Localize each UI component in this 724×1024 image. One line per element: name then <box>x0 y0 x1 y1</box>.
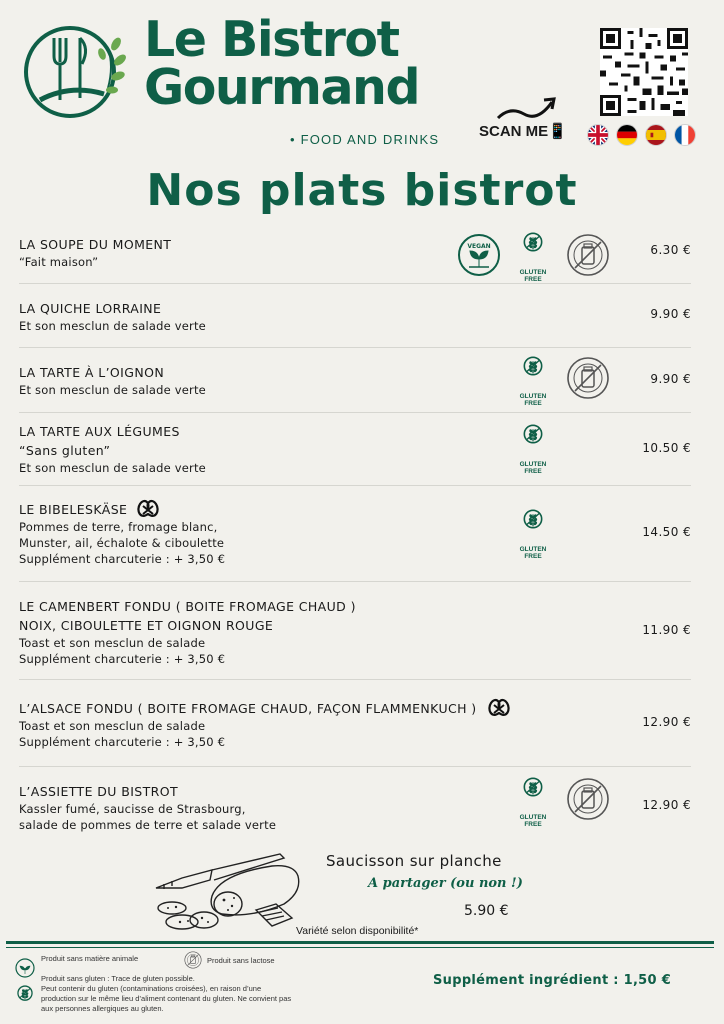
gluten-legend-line-4: aux personnes allergiques au gluten. <box>41 1004 164 1013</box>
lactose-free-icon <box>566 233 610 277</box>
bistrot-logo-icon <box>20 18 132 122</box>
gluten-label: GLUTEN <box>519 269 547 276</box>
footer-divider-thin <box>6 947 714 948</box>
item-description: Et son mesclun de salade verte <box>19 461 206 475</box>
gluten-label: GLUTEN <box>519 393 547 400</box>
item-description: Et son mesclun de salade verte <box>19 383 206 397</box>
uk-flag-icon[interactable] <box>587 124 609 146</box>
gluten-free-badge <box>516 509 550 559</box>
gluten-legend-line-2: Peut contenir du gluten (contaminations croisées), en raison d’une <box>41 984 262 993</box>
item-name-text: L’ALSACE FONDU ( BOITE FROMAGE CHAUD, FAÇON FLAMMENKUCH ) <box>19 701 477 716</box>
lactose-legend-text: Produit sans lactose <box>207 956 275 965</box>
item-description: salade de pommes de terre et salade verte <box>19 818 277 832</box>
item-price: 12.90 € <box>642 715 691 729</box>
item-name: LE CAMENBERT FONDU ( BOITE FROMAGE CHAUD ) <box>19 599 356 614</box>
separator <box>19 412 691 413</box>
separator <box>19 766 691 767</box>
free-label: FREE <box>524 821 542 828</box>
saucisson-note: Variété selon disponibilité* <box>296 925 419 937</box>
free-label: FREE <box>524 276 542 283</box>
qr-code-icon[interactable] <box>600 28 688 116</box>
saucisson-title: Saucisson sur planche <box>326 852 502 870</box>
item-description: Supplément charcuterie : + 3,50 € <box>19 552 226 566</box>
gluten-label: GLUTEN <box>519 546 547 553</box>
item-description: Et son mesclun de salade verte <box>19 319 206 333</box>
item-name-text: LE BIBELESKÄSE <box>19 502 128 517</box>
separator <box>19 581 691 582</box>
item-name: L’ASSIETTE DU BISTROT <box>19 784 179 799</box>
gluten-free-badge <box>516 232 550 282</box>
pretzel-icon <box>136 498 160 518</box>
gluten-label: GLUTEN <box>519 461 547 468</box>
saucisson-subtitle: A partager (ou non !) <box>368 876 523 891</box>
separator <box>19 347 691 348</box>
item-description: Toast et son mesclun de salade <box>19 719 206 733</box>
brand-line-1: Le Bistrot <box>144 11 399 68</box>
item-description: Supplément charcuterie : + 3,50 € <box>19 652 226 666</box>
gluten-legend-text <box>41 974 291 1014</box>
menu-item-bibeleskase <box>19 498 691 567</box>
vegan-badge-text: VEGAN <box>467 243 491 250</box>
free-label: FREE <box>524 400 542 407</box>
gluten-free-icon <box>516 777 550 809</box>
france-flag-icon[interactable] <box>674 124 696 146</box>
item-price: 11.90 € <box>642 623 691 637</box>
menu-item-camenbert <box>19 597 691 667</box>
item-name-line2: NOIX, CIBOULETTE ET OIGNON ROUGE <box>19 618 274 633</box>
item-price: 9.90 € <box>650 307 691 321</box>
item-description: Munster, ail, échalote & ciboulette <box>19 536 225 550</box>
brand-name <box>144 11 420 116</box>
free-label: FREE <box>524 468 542 475</box>
scan-me-label: SCAN ME📱 <box>479 123 567 140</box>
free-label: FREE <box>524 553 542 560</box>
item-price: 6.30 € <box>650 243 691 257</box>
item-price: 10.50 € <box>642 441 691 455</box>
menu-item-alsace-fondu <box>19 697 691 750</box>
separator <box>19 679 691 680</box>
gluten-free-badge <box>516 777 550 827</box>
item-name-subtitle: “Sans gluten” <box>19 443 111 458</box>
gluten-free-badge <box>516 424 550 474</box>
gluten-legend-line-1: Produit sans gluten : Trace de gluten possible. <box>41 974 195 983</box>
item-description: Pommes de terre, fromage blanc, <box>19 520 218 534</box>
item-name: LA QUICHE LORRAINE <box>19 301 162 316</box>
spain-flag-icon[interactable] <box>645 124 667 146</box>
item-description: Kassler fumé, saucisse de Strasbourg, <box>19 802 246 816</box>
pretzel-icon <box>487 697 511 717</box>
tagline: • FOOD AND DRINKS <box>290 132 440 147</box>
gluten-free-icon <box>516 356 550 388</box>
item-description: “Fait maison” <box>19 255 99 269</box>
item-description: Supplément charcuterie : + 3,50 € <box>19 735 226 749</box>
lactose-free-icon <box>566 356 610 400</box>
gluten-label: GLUTEN <box>519 814 547 821</box>
item-name <box>19 498 691 519</box>
gluten-free-icon <box>516 424 550 456</box>
supplement-ingredient: Supplément ingrédient : 1,50 € <box>433 973 672 988</box>
gluten-free-icon <box>516 232 550 264</box>
page-title: Nos plats bistrot <box>146 165 578 216</box>
gluten-free-badge <box>516 356 550 406</box>
item-price: 12.90 € <box>642 798 691 812</box>
item-name <box>19 697 691 718</box>
item-name: LA TARTE AUX LÉGUMES <box>19 424 180 439</box>
menu-item-tarte-legumes <box>19 422 691 476</box>
language-selector <box>587 124 696 146</box>
separator <box>19 283 691 284</box>
gluten-legend-line-3: production sur le même lieu d’aliment contenant du gluten. Ne convient pas <box>41 994 292 1003</box>
brand-line-2: Gourmand <box>144 59 420 116</box>
item-name: LA SOUPE DU MOMENT <box>19 237 172 252</box>
saucisson-price: 5.90 € <box>464 903 509 919</box>
menu-item-quiche <box>19 299 691 334</box>
saucisson-board-illustration <box>152 848 302 938</box>
separator <box>19 485 691 486</box>
footer-divider <box>6 941 714 944</box>
vegan-legend-text: Produit sans matière animale <box>41 954 139 963</box>
item-description: Toast et son mesclun de salade <box>19 636 206 650</box>
item-price: 14.50 € <box>642 525 691 539</box>
lactose-free-icon <box>566 777 610 821</box>
germany-flag-icon[interactable] <box>616 124 638 146</box>
lactose-legend-icon <box>184 951 202 969</box>
gluten-free-icon <box>516 509 550 541</box>
item-name: LA TARTE À L’OIGNON <box>19 365 165 380</box>
item-price: 9.90 € <box>650 372 691 386</box>
gluten-legend-icon <box>15 985 35 1011</box>
vegan-badge-icon <box>457 233 501 277</box>
vegan-legend-icon <box>15 958 35 978</box>
